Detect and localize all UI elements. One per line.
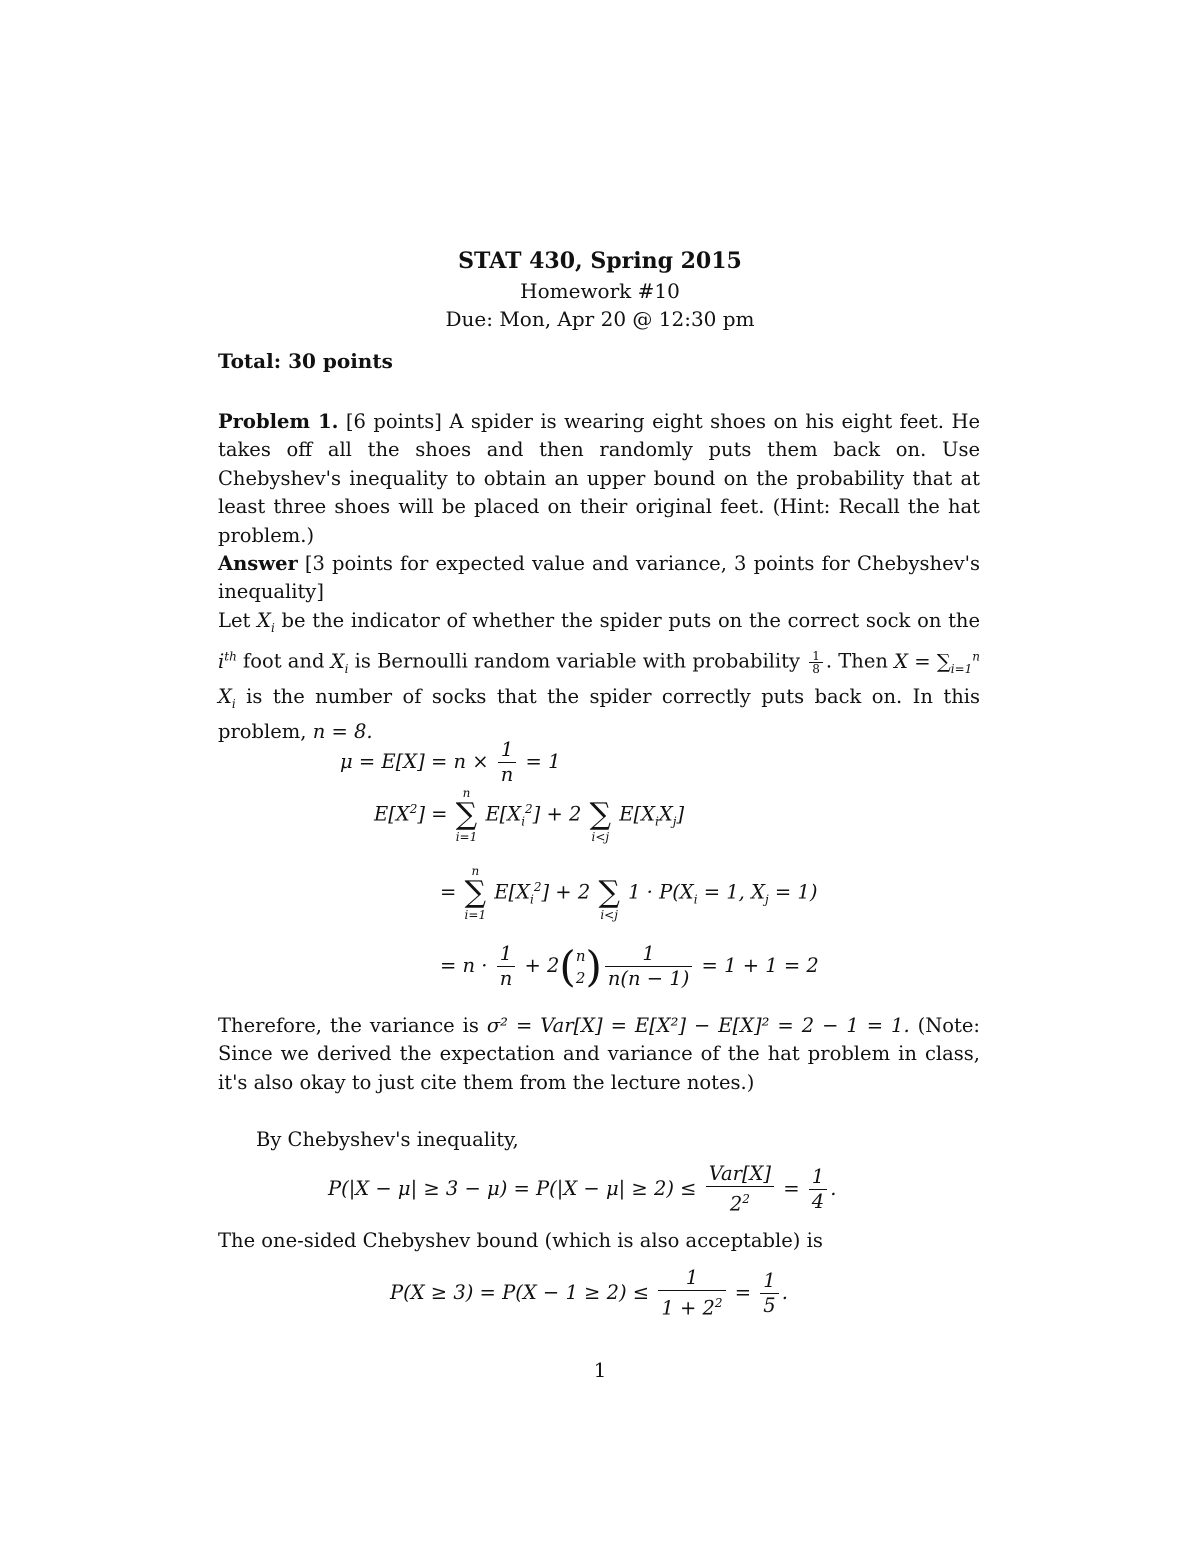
therefore-text-3: (Note: Since we derived the expectation and variance of the hat problem in class, it's also okay to just cite them from the lecture notes.) (218, 1014, 980, 1094)
total-points: Total: 30 points (218, 349, 393, 373)
math-x-sum: $X = \sum_{i=1}^n$ $X_i$ (218, 649, 981, 711)
let-text-4: is Bernoulli random variable with probability (354, 649, 801, 673)
answer-note: [3 points for expected value and variance, 3 points for Chebyshev's inequality] (218, 552, 980, 604)
by-chebyshev: By Chebyshev's inequality, (256, 1128, 519, 1151)
therefore-text-1: Therefore, the variance is (218, 1014, 479, 1037)
equation-mu: μ = E[X] = n × $\frac{1}{n}$ = 1 (340, 738, 561, 786)
equation-ex2-1: $E[X^2]$ = n ∑ i=1 $E[X_i^2] + 2$ ∑ i<j $E[X_iX_j]$ (374, 786, 685, 844)
math-one-eighth: $\frac{1}{8}$ (809, 650, 823, 675)
due-date: Due: Mon, Apr 20 @ 12:30 pm (445, 307, 755, 331)
problem-1-text: [6 points] A spider is wearing eight shoes on his eight feet. He takes off all the shoes and then randomly puts them back on. Use Chebyshev's inequality to obtain an upper bound on the probability that at least three shoes will be placed on their original feet. (Hint: Recall the hat problem.) (218, 410, 981, 547)
page-number: 1 (593, 1358, 607, 1382)
therefore-paragraph (218, 1012, 980, 1097)
homework-number: Homework #10 (520, 279, 680, 303)
math-xi: $X_i$ (257, 608, 275, 635)
math-xi-2: $X_i$ (330, 649, 349, 676)
let-text-3: foot and (243, 649, 325, 673)
equation-chebyshev: P(|X − μ| ≥ 3 − μ) = P(|X − μ| ≥ 2) ≤ $\frac{\text{Var[X]}}{2^2}$ = $\frac{1}{4}$ . (328, 1162, 837, 1216)
equation-ex2-3: = n · $\frac{1}{n}$ + 2(n 2) $\frac{1}{n(n - 1)}$ = 1 + 1 = 2 (440, 942, 819, 991)
problem-1-block (218, 408, 980, 747)
equation-ex2-2: = n ∑ i=1 $E[X_i^2] + 2$ ∑ i<j $1 \cdot P(X_i = 1$, $X_j = 1$) (440, 864, 818, 922)
document-title: STAT 430, Spring 2015 (458, 248, 742, 274)
let-text-7: n = 8. (312, 720, 373, 744)
equation-one-sided: P(X ≥ 3) = P(X − 1 ≥ 2) ≤ $\frac{1}{1 + 2^2}$ = $\frac{1}{5}$ . (390, 1266, 788, 1320)
problem-1-label: Problem 1. (218, 410, 339, 433)
let-text-5: . Then (825, 649, 888, 673)
math-i-th: $i^{th}$ (218, 649, 237, 673)
let-text-1: Let (218, 608, 251, 632)
let-text-2: be the indicator of whether the spider puts on the correct sock on the (281, 608, 981, 632)
answer-label: Answer (218, 552, 298, 576)
one-sided-text: The one-sided Chebyshev bound (which is also acceptable) is (218, 1229, 823, 1252)
let-text-6: is the number of socks that the spider correctly puts back on. In this problem, (218, 684, 980, 744)
therefore-math: σ² = Var[X] = E[X²] − E[X]² = 2 − 1 = 1. (486, 1014, 910, 1037)
